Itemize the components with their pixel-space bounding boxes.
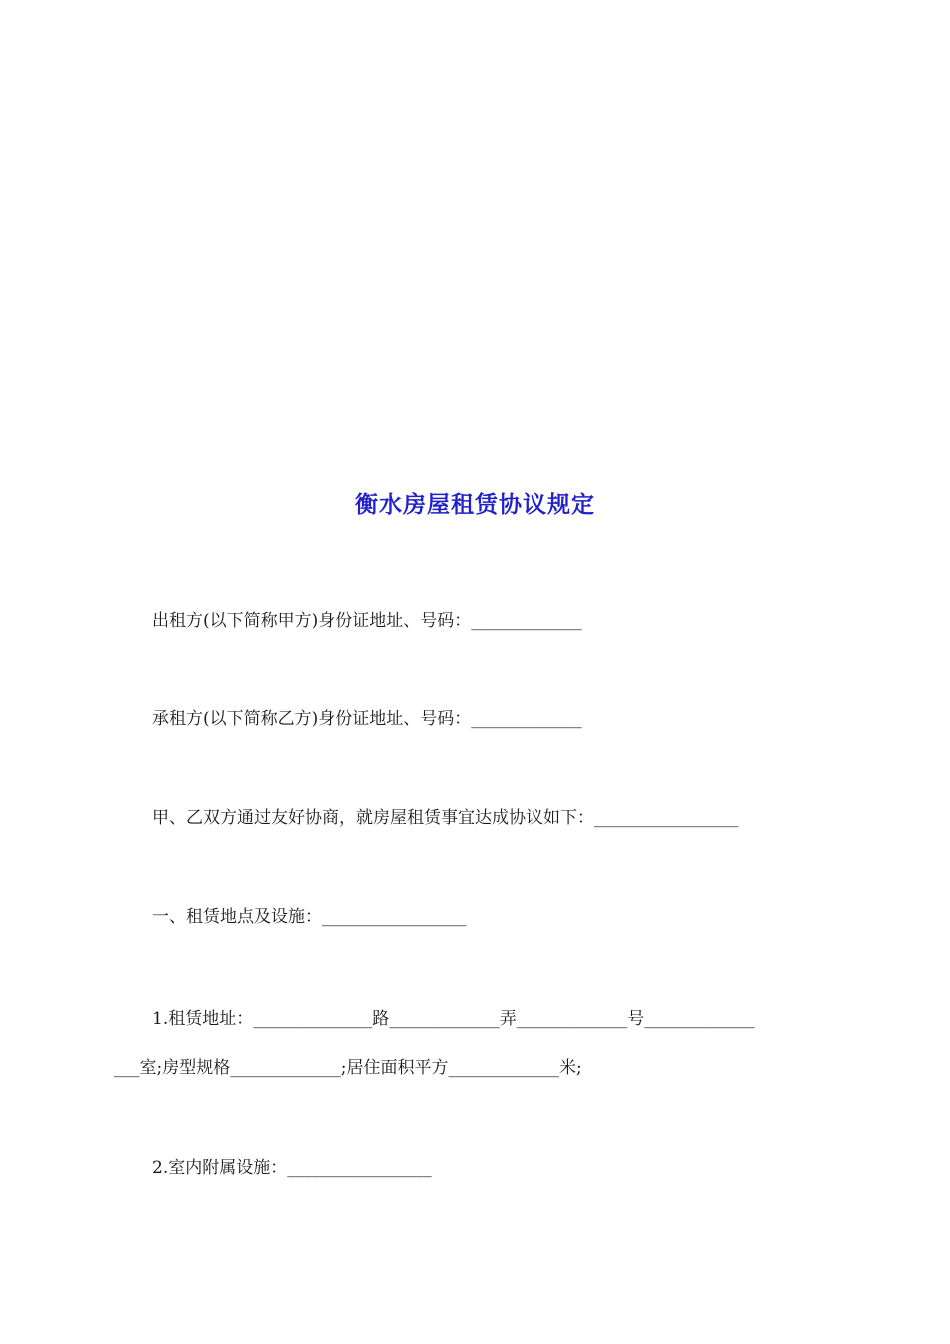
document-title: 衡水房屋租赁协议规定 xyxy=(355,492,595,518)
lessor-line: 出租方(以下简称甲方)身份证地址、号码：_____________ xyxy=(152,611,582,631)
section-one-heading: 一、租赁地点及设施：_________________ xyxy=(152,907,467,927)
indoor-facilities-line: 2.室内附属设施：_________________ xyxy=(152,1158,432,1178)
rental-address-continued: ___室;房型规格_____________;居住面积平方_____________米; xyxy=(114,1058,582,1078)
rental-address-line: 1.租赁地址：______________路_____________弄_____________号_____________ xyxy=(152,1009,755,1029)
agreement-intro-line: 甲、乙双方通过友好协商，就房屋租赁事宜达成协议如下：_________________ xyxy=(152,808,739,828)
lessee-line: 承租方(以下简称乙方)身份证地址、号码：_____________ xyxy=(152,709,582,729)
